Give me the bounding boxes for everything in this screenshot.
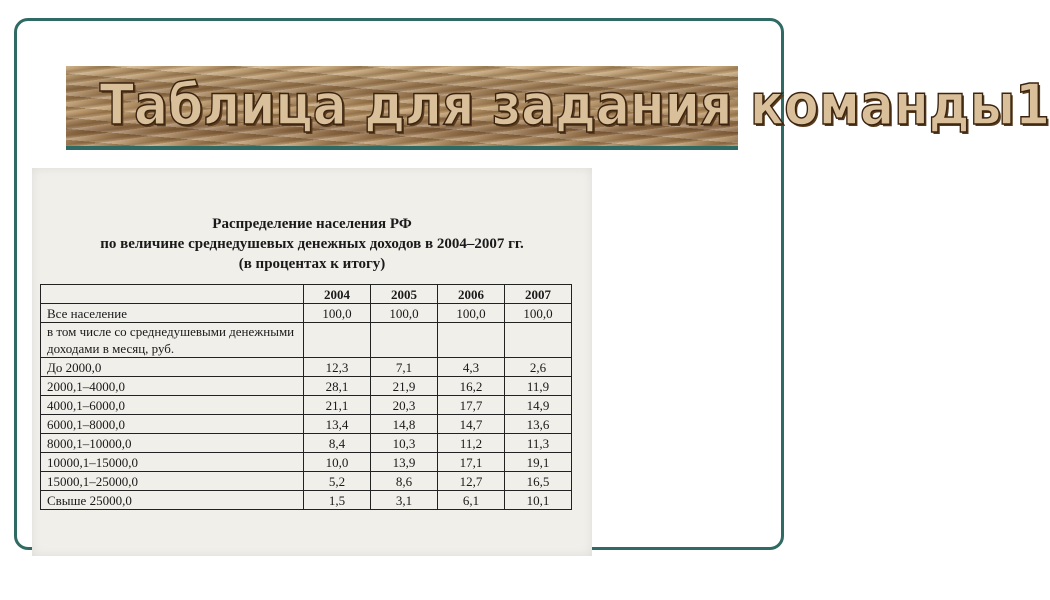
table-cell: 20,3 (371, 396, 438, 415)
table-cell: 13,9 (371, 453, 438, 472)
table-cell: 16,2 (438, 377, 505, 396)
row-label: в том числе со среднедушевыми денежными доходами в месяц, руб. (41, 323, 304, 358)
table-cell: 100,0 (304, 304, 371, 323)
table-cell: 12,7 (438, 472, 505, 491)
table-cell: 10,1 (505, 491, 572, 510)
table-cell: 14,9 (505, 396, 572, 415)
table-row (41, 472, 572, 491)
table-cell: 11,2 (438, 434, 505, 453)
table-cell: 10,0 (304, 453, 371, 472)
table-cell: 16,5 (505, 472, 572, 491)
table-row (41, 358, 572, 377)
table-row (41, 304, 572, 323)
table-header-cell: 2005 (371, 285, 438, 304)
table-cell (304, 323, 371, 358)
table-cell: 100,0 (438, 304, 505, 323)
document-heading: Распределение населения РФ (212, 216, 412, 232)
table-cell: 13,6 (505, 415, 572, 434)
title-banner (66, 66, 1050, 146)
table-cell: 11,9 (505, 377, 572, 396)
table-row (41, 323, 572, 358)
table-cell: 4,3 (438, 358, 505, 377)
table-cell (438, 323, 505, 358)
table-cell: 5,2 (304, 472, 371, 491)
table-cell: 21,1 (304, 396, 371, 415)
row-label: 6000,1–8000,0 (41, 415, 304, 434)
table-cell: 100,0 (371, 304, 438, 323)
table-cell: 13,4 (304, 415, 371, 434)
table-cell: 21,9 (371, 377, 438, 396)
table-header-cell: 2004 (304, 285, 371, 304)
title-underline (66, 146, 738, 150)
document-note: (в процентах к итогу) (238, 256, 386, 272)
table-row (41, 415, 572, 434)
row-label: 2000,1–4000,0 (41, 377, 304, 396)
table-cell: 17,7 (438, 396, 505, 415)
row-label: Свыше 25000,0 (41, 491, 304, 510)
table-cell: 28,1 (304, 377, 371, 396)
table-cell: 7,1 (371, 358, 438, 377)
table-cell: 1,5 (304, 491, 371, 510)
table-cell: 11,3 (505, 434, 572, 453)
table-cell: 17,1 (438, 453, 505, 472)
income-distribution-table (40, 284, 572, 510)
table-cell: 3,1 (371, 491, 438, 510)
table-cell: 14,8 (371, 415, 438, 434)
document-subheading: по величине среднедушевых денежных доходов в 2004–2007 гг. (100, 236, 524, 252)
table-cell: 12,3 (304, 358, 371, 377)
document-title-block (32, 214, 592, 274)
table-cell: 100,0 (505, 304, 572, 323)
table-cell (505, 323, 572, 358)
row-label: 4000,1–6000,0 (41, 396, 304, 415)
table-header-cell: 2006 (438, 285, 505, 304)
row-label: До 2000,0 (41, 358, 304, 377)
scanned-document (32, 168, 592, 556)
table-header-cell (41, 285, 304, 304)
row-label: 8000,1–10000,0 (41, 434, 304, 453)
table-cell: 8,6 (371, 472, 438, 491)
table-row (41, 434, 572, 453)
row-label: 15000,1–25000,0 (41, 472, 304, 491)
table-row (41, 377, 572, 396)
row-label: Все население (41, 304, 304, 323)
table-header-row (41, 285, 572, 304)
table-header-cell: 2007 (505, 285, 572, 304)
table-cell (371, 323, 438, 358)
table-cell: 6,1 (438, 491, 505, 510)
table-cell: 19,1 (505, 453, 572, 472)
table-cell: 2,6 (505, 358, 572, 377)
table-cell: 10,3 (371, 434, 438, 453)
slide-title: Таблица для задания команды1 (99, 73, 1050, 138)
table-row (41, 491, 572, 510)
row-label: 10000,1–15000,0 (41, 453, 304, 472)
table-cell: 14,7 (438, 415, 505, 434)
table-cell: 8,4 (304, 434, 371, 453)
table-row (41, 396, 572, 415)
table-row (41, 453, 572, 472)
